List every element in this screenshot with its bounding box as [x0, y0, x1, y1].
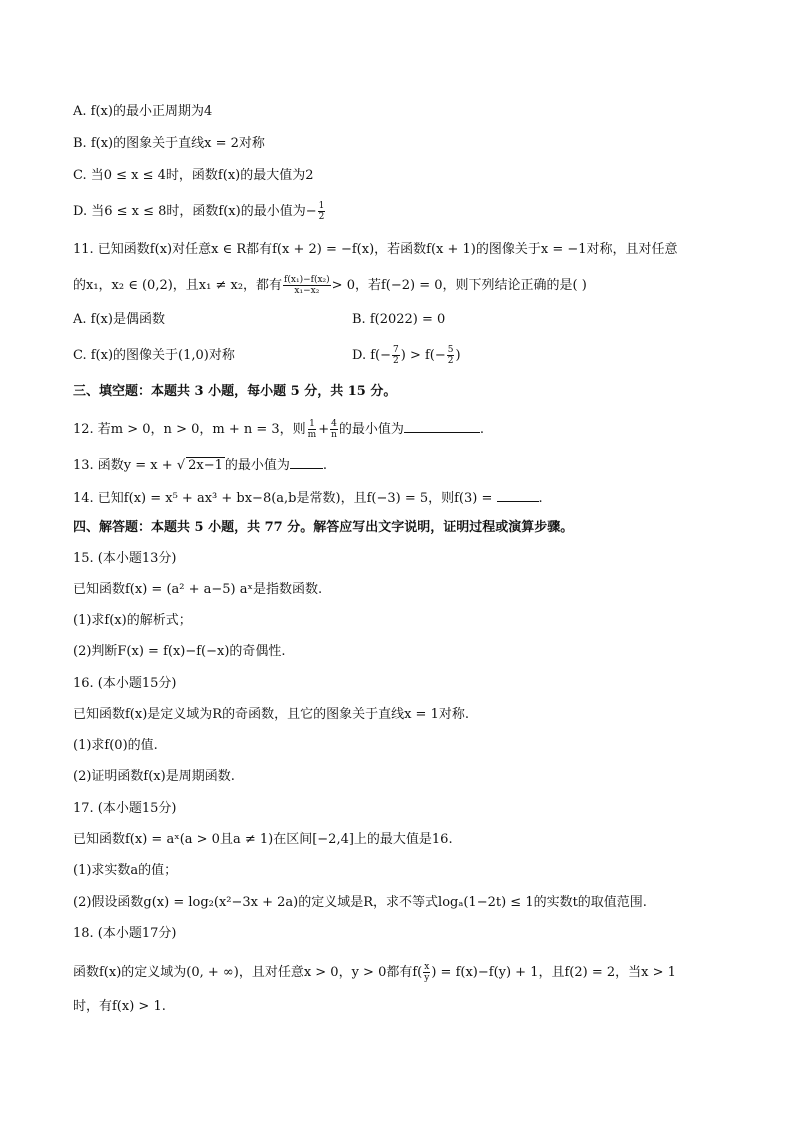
q15-part1: (1)求f(x)的解析式；: [73, 613, 192, 628]
q18-stem-line2: 时，有f(x) > 1.: [73, 999, 166, 1014]
numerator: x: [424, 962, 430, 972]
q10-option-b: B. f(x)的图象关于直线x = 2对称: [73, 136, 265, 151]
q11-option-a: A. f(x)是偶函数: [73, 312, 165, 327]
q17-part2: (2)假设函数g(x) = log₂(x²−3x + 2a)的定义域是R，求不等式logₐ(1−2t) ≤ 1的实数t的取值范围.: [73, 895, 647, 910]
q18-line1-post: ) = f(x)−f(y) + 1，且f(2) = 2，当x > 1: [431, 965, 676, 980]
denominator: y: [424, 973, 430, 983]
denominator: 2: [447, 356, 454, 366]
q18-line1-pre: 函数f(x)的定义域为(0, + ∞)，且对任意x > 0，y > 0都有f(: [73, 965, 423, 980]
q13-post: 的最小值为: [224, 458, 290, 473]
numerator: 5: [447, 345, 454, 355]
fraction: [447, 345, 455, 366]
q13-end: .: [322, 458, 328, 473]
section-heading-fill-blank: 三、填空题：本题共 3 小题，每小题 5 分，共 15 分。: [73, 384, 397, 399]
denominator: n: [331, 430, 337, 440]
q11-line2-pre: 的x₁，x₂ ∈ (0,2)，且x₁ ≠ x₂，都有: [73, 278, 283, 293]
q12-end: .: [479, 422, 485, 437]
q10-option-d-text: D. 当6 ≤ x ≤ 8时，函数f(x)的最小值为−: [73, 204, 317, 219]
answer-blank[interactable]: [497, 489, 539, 502]
q18-heading: 18. (本小题17分): [73, 926, 177, 941]
q17-heading: 17. (本小题15分): [73, 801, 177, 816]
fraction: [392, 345, 400, 366]
q11-stem-line1: 11. 已知函数f(x)对任意x ∈ R都有f(x + 2) = −f(x)，若函数f(x + 1)的图像关于x = −1对称，且对任意: [73, 242, 678, 257]
q15-part2: (2)判断F(x) = f(x)−f(−x)的奇偶性.: [73, 644, 286, 659]
q10-option-c: C. 当0 ≤ x ≤ 4时，函数f(x)的最大值为2: [73, 168, 314, 183]
q11-option-d-part2: ) > f(−: [400, 348, 446, 363]
answer-blank[interactable]: [290, 456, 323, 469]
denominator: x₁−x₂: [294, 286, 320, 296]
q11-option-d-part1: D. f(−: [352, 348, 391, 363]
q11-option-c: C. f(x)的图像关于(1,0)对称: [73, 348, 235, 363]
q17-part1: (1)求实数a的值；: [73, 863, 178, 878]
q12-pre: 12. 若m > 0，n > 0，m + n = 3，则: [73, 422, 306, 437]
q14-text: 14. 已知f(x) = x⁵ + ax³ + bx−8(a,b是常数)，且f(−3) = 5，则f(3) =: [73, 491, 497, 506]
q12: [73, 419, 484, 440]
radicand: 2x−1: [188, 458, 223, 473]
q11-line2-post: > 0，若f(−2) = 0，则下列结论正确的是( ): [331, 278, 587, 293]
fraction: [318, 201, 326, 222]
q11-option-d: [352, 345, 461, 366]
numerator: f(x₁)−f(x₂): [284, 275, 330, 285]
numerator: 7: [393, 345, 399, 355]
q15-heading: 15. (本小题13分): [73, 551, 177, 566]
q10-option-a: A. f(x)的最小正周期为4: [73, 104, 213, 119]
numerator: 1: [309, 419, 315, 429]
q10-option-d: [73, 201, 326, 222]
denominator: 2: [318, 212, 325, 222]
q12-post: 的最小值为: [338, 422, 404, 437]
q13: [73, 456, 327, 475]
q16-heading: 16. (本小题15分): [73, 676, 177, 691]
q14-end: .: [538, 491, 543, 506]
numerator: 1: [318, 201, 325, 211]
numerator: 4: [331, 419, 337, 429]
q11-option-d-part3: ): [455, 348, 461, 363]
q18-stem-line1: [73, 962, 676, 983]
q16-stem: 已知函数f(x)是定义域为R的奇函数，且它的图象关于直线x = 1对称.: [73, 707, 469, 722]
q16-part2: (2)证明函数f(x)是周期函数.: [73, 769, 235, 784]
section-heading-answer: 四、解答题：本题共 5 小题，共 77 分。解答应写出文字说明，证明过程或演算步骤。: [73, 520, 574, 535]
q15-stem: 已知函数f(x) = (a² + a−5) aˣ是指数函数.: [73, 582, 323, 597]
q11-stem-line2: [73, 275, 587, 296]
q11-option-b: B. f(2022) = 0: [352, 312, 446, 327]
q14: [73, 489, 543, 508]
fraction: [423, 962, 430, 983]
q16-part1: (1)求f(0)的值.: [73, 738, 158, 753]
denominator: m: [307, 430, 317, 440]
answer-blank[interactable]: [404, 420, 480, 433]
fraction: [283, 275, 331, 296]
plus-sign: +: [318, 422, 330, 437]
q17-stem: 已知函数f(x) = aˣ(a > 0且a ≠ 1)在区间[−2,4]上的最大值是16.: [73, 832, 453, 847]
denominator: 2: [393, 356, 399, 366]
fraction: [330, 419, 338, 440]
q13-pre: 13. 函数y = x +: [73, 458, 177, 473]
sqrt-sign: √: [176, 458, 186, 473]
fraction: [307, 419, 318, 440]
